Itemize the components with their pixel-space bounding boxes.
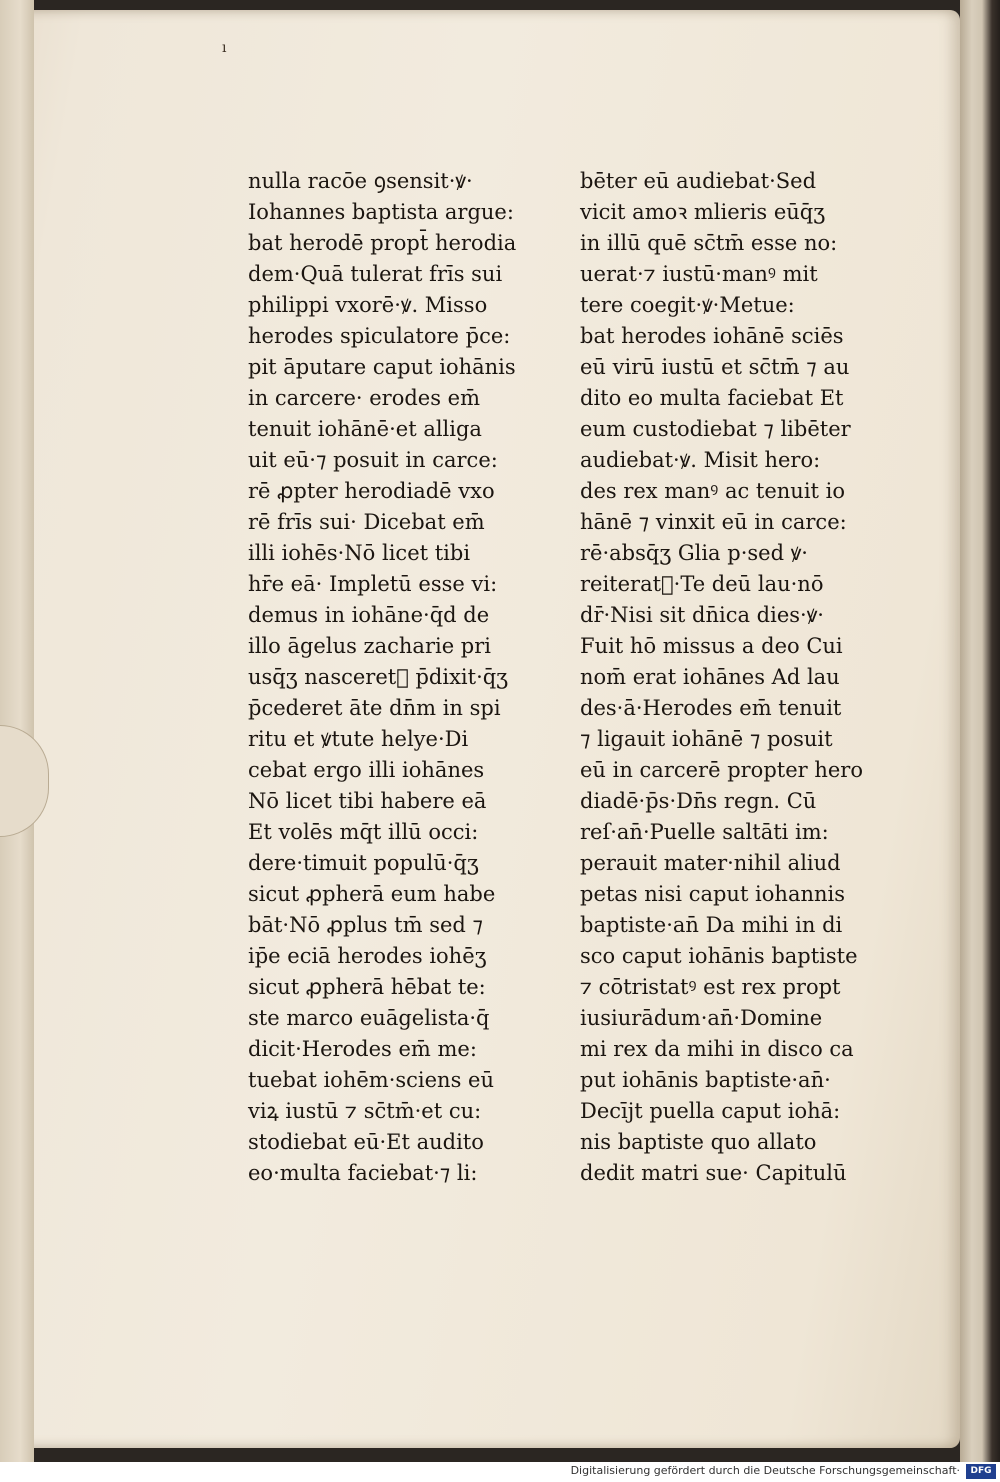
text-line: herodes spiculatore p̄ce: bbox=[248, 324, 511, 348]
text-line: ⁊ cōtristatꝰ est rex propt bbox=[580, 975, 841, 999]
text-line: bat herodes iohānē sciēs bbox=[580, 324, 844, 348]
text-line: dere·timuit populū·q̄ʒ bbox=[248, 851, 479, 875]
text-line: bat herodē propt̄ herodia bbox=[248, 231, 517, 255]
text-line: reiteratᷣ·Te deū lau·nō bbox=[580, 572, 824, 596]
text-line: dr̄·Nisi sit dn̄ica dies·ꝟ· bbox=[580, 603, 824, 627]
text-line: rē frīs sui· Dicebat em̄ bbox=[248, 510, 485, 534]
text-line: bēter eū audiebat·Sed bbox=[580, 169, 817, 193]
text-line: ritu et ꝟtute helye·Di bbox=[248, 727, 469, 751]
text-line: Iohannes baptista argue: bbox=[248, 200, 514, 224]
text-line: pit āputare caput iohānis bbox=[248, 355, 516, 379]
text-line: nis baptiste quo allato bbox=[580, 1130, 817, 1154]
dfg-logo: DFG bbox=[966, 1464, 996, 1479]
text-line: bāt·Nō ꝓplus tm̄ sed ⁊ bbox=[248, 913, 483, 937]
text-line: des rex manꝰ ac tenuit io bbox=[580, 479, 846, 503]
text-line: sco caput iohānis baptiste bbox=[580, 944, 858, 968]
text-line: tuebat iohēm·sciens eū bbox=[248, 1068, 494, 1092]
text-line: tere coegit·ꝟ·Metue: bbox=[580, 293, 795, 317]
text-line: petas nisi caput iohannis bbox=[580, 882, 846, 906]
text-line: uit eū·⁊ posuit in carce: bbox=[248, 448, 498, 472]
text-line: put iohānis baptiste·an̄· bbox=[580, 1068, 831, 1092]
right-binding-edge bbox=[960, 0, 1000, 1462]
text-line: sicut ꝓpherā hēbat te: bbox=[248, 975, 486, 999]
text-line: Et volēs mq̄t illū occi: bbox=[248, 820, 479, 844]
footer-credit: Digitalisierung gefördert durch die Deutsche Forschungsgemeinschaft· bbox=[570, 1464, 960, 1477]
text-line: Fuit hō missus a deo Cui bbox=[580, 634, 843, 658]
text-line: rē·absq̄ʒ Glia p·sed ꝟ· bbox=[580, 541, 808, 565]
text-line: demus in iohāne·q̄d de bbox=[248, 603, 490, 627]
text-line: mi rex da mihi in disco ca bbox=[580, 1037, 854, 1061]
text-line: rē ꝓpter herodiadē vxo bbox=[248, 479, 495, 503]
text-line: ip̄e eciā herodes iohēʒ bbox=[248, 944, 487, 968]
text-line: dito eo multa faciebat Et bbox=[580, 386, 844, 410]
ink-mark: ı bbox=[222, 40, 227, 56]
text-line: tenuit iohānē·et alliga bbox=[248, 417, 482, 441]
text-line: vicit amoꝛ mlieris eūq̄ʒ bbox=[580, 200, 826, 224]
text-line: ⁊ ligauit iohānē ⁊ posuit bbox=[580, 727, 833, 751]
text-line: p̄cederet āte dn̄m in spi bbox=[248, 696, 501, 720]
text-line: illi iohēs·Nō licet tibi bbox=[248, 541, 471, 565]
text-line: ste marco euāgelista·q̄ bbox=[248, 1006, 490, 1030]
text-line: diadē·p̄s·Dn̄s regn. Cū bbox=[580, 789, 817, 813]
text-line: reſ·an̄·Puelle saltāti im: bbox=[580, 820, 829, 844]
text-line: Nō licet tibi habere eā bbox=[248, 789, 487, 813]
text-line: nom̄ erat iohānes Ad lau bbox=[580, 665, 840, 689]
text-line: eū in carcerē propter hero bbox=[580, 758, 863, 782]
text-line: eum custodiebat ⁊ libēter bbox=[580, 417, 851, 441]
text-line: cebat ergo illi iohānes bbox=[248, 758, 485, 782]
text-line: iusiurādum·an̄·Domine bbox=[580, 1006, 823, 1030]
digitization-footer bbox=[0, 1462, 1000, 1482]
text-line: des·ā·Herodes em̄ tenuit bbox=[580, 696, 842, 720]
text-line: in illū quē sc̄tm̄ esse no: bbox=[580, 231, 838, 255]
text-line: philippi vxorē·ꝟ. Misso bbox=[248, 293, 488, 317]
text-line: usq̄ʒ nasceret᷑ p̄dixit·q̄ʒ bbox=[248, 665, 509, 689]
text-line: illo āgelus zacharie pri bbox=[248, 634, 491, 658]
text-line: perauit mater·nihil aliud bbox=[580, 851, 841, 875]
text-line: eū virū iustū et sc̄tm̄ ⁊ au bbox=[580, 355, 850, 379]
text-line: viꝝ iustū ⁊ sc̄tm̄·et cu: bbox=[248, 1099, 482, 1123]
text-line: sicut ꝓpherā eum habe bbox=[248, 882, 496, 906]
text-line: dicit·Herodes em̄ me: bbox=[248, 1037, 477, 1061]
text-line: dedit matri sue· Capitulū bbox=[580, 1161, 847, 1185]
text-line: Decījt puella caput iohā: bbox=[580, 1099, 841, 1123]
left-text-column bbox=[248, 166, 516, 1189]
text-line: dem·Quā tulerat frīs sui bbox=[248, 262, 503, 286]
text-line: nulla racōe ꝯsensit·ꝟ· bbox=[248, 169, 473, 193]
text-line: baptiste·an̄ Da mihi in di bbox=[580, 913, 843, 937]
text-line: hr̄e eā· Impletū esse vi: bbox=[248, 572, 498, 596]
right-text-column bbox=[580, 166, 863, 1189]
text-line: hānē ⁊ vinxit eū in carce: bbox=[580, 510, 847, 534]
text-line: in carcere· erodes em̄ bbox=[248, 386, 481, 410]
text-line: audiebat·ꝟ. Misit hero: bbox=[580, 448, 821, 472]
text-line: eo·multa faciebat·⁊ li: bbox=[248, 1161, 478, 1185]
text-line: uerat·⁊ iustū·manꝰ mit bbox=[580, 262, 818, 286]
text-line: stodiebat eū·Et audito bbox=[248, 1130, 484, 1154]
